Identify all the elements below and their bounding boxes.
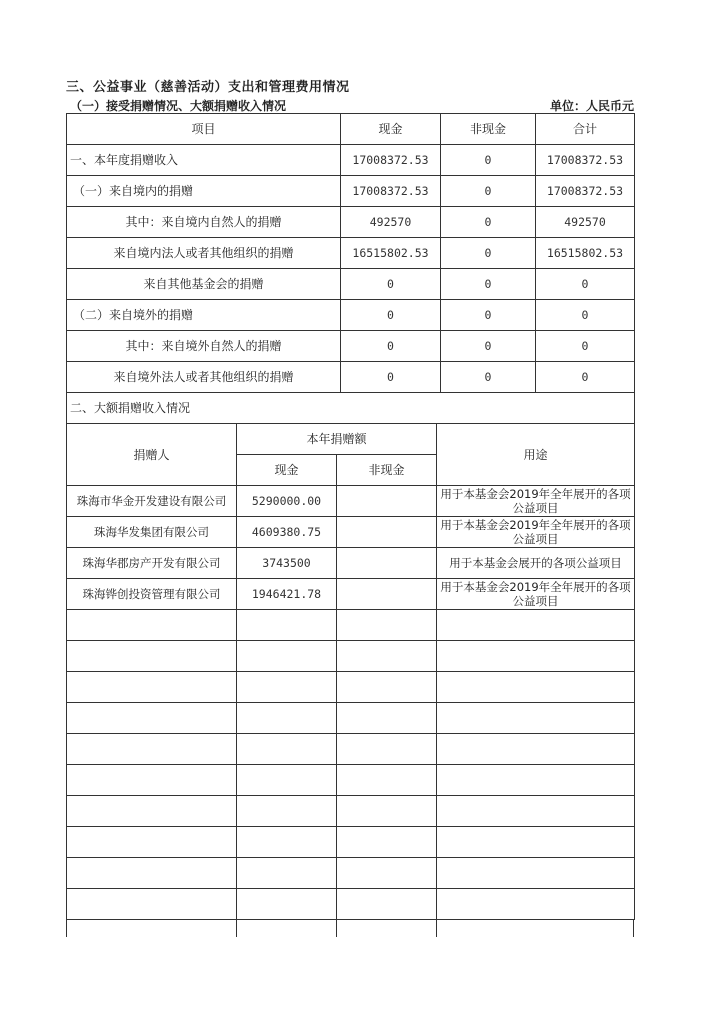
donor-name: 珠海华发集团有限公司 — [67, 517, 237, 548]
empty-table-row — [67, 610, 635, 641]
empty-table-row — [67, 734, 635, 765]
row-noncash: 0 — [441, 300, 536, 331]
empty-table-row — [67, 796, 635, 827]
empty-cell — [67, 889, 237, 920]
row-total: 492570 — [536, 207, 635, 238]
row-noncash: 0 — [441, 145, 536, 176]
large-donations-table — [66, 423, 635, 920]
donor-noncash — [337, 486, 437, 517]
row-noncash: 0 — [441, 176, 536, 207]
empty-cell — [437, 610, 635, 641]
row-total: 17008372.53 — [536, 176, 635, 207]
empty-cell — [237, 641, 337, 672]
donation-sheet — [66, 113, 634, 938]
donor-cash: 3743500 — [237, 548, 337, 579]
donor-noncash — [337, 517, 437, 548]
large-header-row-1 — [67, 424, 635, 455]
row-item: 一、本年度捐赠收入 — [67, 145, 341, 176]
table-row — [67, 579, 635, 610]
empty-table-row — [67, 765, 635, 796]
table-row — [67, 207, 635, 238]
empty-table-row — [67, 641, 635, 672]
empty-cell — [437, 641, 635, 672]
empty-cell — [337, 641, 437, 672]
row-cash: 17008372.53 — [341, 145, 441, 176]
donor-cash: 4609380.75 — [237, 517, 337, 548]
row-item: （二）来自境外的捐赠 — [67, 300, 341, 331]
empty-table-row — [67, 858, 635, 889]
empty-cell — [337, 703, 437, 734]
row-noncash: 0 — [441, 269, 536, 300]
donor-purpose: 用于本基金会2019年全年展开的各项公益项目 — [437, 486, 635, 517]
col-header-donor: 捐赠人 — [67, 424, 237, 486]
empty-cell — [437, 858, 635, 889]
empty-cell — [67, 703, 237, 734]
donation-income-table — [66, 113, 635, 424]
empty-table-row — [67, 889, 635, 920]
table-row — [67, 238, 635, 269]
donor-purpose: 用于本基金会2019年全年展开的各项公益项目 — [437, 579, 635, 610]
empty-cell — [337, 765, 437, 796]
empty-cell — [437, 765, 635, 796]
row-cash: 17008372.53 — [341, 176, 441, 207]
donor-name: 珠海铧创投资管理有限公司 — [67, 579, 237, 610]
table-row — [67, 486, 635, 517]
empty-cell — [337, 672, 437, 703]
table-row — [67, 331, 635, 362]
empty-cell — [237, 889, 337, 920]
row-noncash: 0 — [441, 362, 536, 393]
empty-cell — [237, 796, 337, 827]
table-row — [67, 269, 635, 300]
empty-cell — [437, 827, 635, 858]
empty-cell — [337, 889, 437, 920]
empty-cell — [237, 672, 337, 703]
col-header-cash: 现金 — [341, 114, 441, 145]
empty-cell — [337, 827, 437, 858]
row-cash: 0 — [341, 300, 441, 331]
empty-cell — [67, 858, 237, 889]
empty-cell — [237, 858, 337, 889]
row-total: 0 — [536, 331, 635, 362]
empty-cell — [337, 858, 437, 889]
empty-cell — [237, 765, 337, 796]
empty-cell — [337, 796, 437, 827]
donor-name: 珠海市华金开发建设有限公司 — [67, 486, 237, 517]
empty-table-row — [67, 672, 635, 703]
row-total: 16515802.53 — [536, 238, 635, 269]
row-total: 0 — [536, 269, 635, 300]
table-trailing-lines — [66, 919, 634, 937]
empty-cell — [67, 827, 237, 858]
col-header-noncash: 非现金 — [441, 114, 536, 145]
row-total: 17008372.53 — [536, 145, 635, 176]
empty-cell — [237, 703, 337, 734]
row-item: （一）来自境内的捐赠 — [67, 176, 341, 207]
table-header-row — [67, 114, 635, 145]
row-cash: 0 — [341, 362, 441, 393]
donor-noncash — [337, 548, 437, 579]
table-row — [67, 300, 635, 331]
table-row — [67, 548, 635, 579]
table-row — [67, 517, 635, 548]
row-item: 其中：来自境内自然人的捐赠 — [67, 207, 341, 238]
empty-cell — [67, 734, 237, 765]
empty-rows — [67, 610, 635, 920]
empty-cell — [337, 610, 437, 641]
empty-cell — [437, 672, 635, 703]
row-item: 来自其他基金会的捐赠 — [67, 269, 341, 300]
col-header-amount-group: 本年捐赠额 — [237, 424, 437, 455]
section-title: 三、公益事业（慈善活动）支出和管理费用情况 — [66, 80, 350, 95]
row-noncash: 0 — [441, 207, 536, 238]
large-donations-title: 二、大额捐赠收入情况 — [67, 393, 635, 424]
empty-cell — [67, 610, 237, 641]
row-total: 0 — [536, 362, 635, 393]
row-noncash: 0 — [441, 331, 536, 362]
donor-purpose: 用于本基金会展开的各项公益项目 — [437, 548, 635, 579]
col-header-noncash: 非现金 — [337, 455, 437, 486]
empty-cell — [237, 734, 337, 765]
empty-table-row — [67, 703, 635, 734]
subsection-title: （一）接受捐赠情况、大额捐赠收入情况 — [70, 99, 287, 113]
currency-unit: 单位：人民币元 — [549, 99, 634, 113]
row-cash: 492570 — [341, 207, 441, 238]
table-row — [67, 176, 635, 207]
empty-cell — [67, 672, 237, 703]
col-header-cash: 现金 — [237, 455, 337, 486]
row-cash: 16515802.53 — [341, 238, 441, 269]
table-row — [67, 362, 635, 393]
row-item: 来自境内法人或者其他组织的捐赠 — [67, 238, 341, 269]
empty-cell — [67, 641, 237, 672]
donor-cash: 5290000.00 — [237, 486, 337, 517]
empty-cell — [67, 765, 237, 796]
donor-name: 珠海华郡房产开发有限公司 — [67, 548, 237, 579]
empty-cell — [237, 610, 337, 641]
empty-cell — [437, 734, 635, 765]
row-item: 其中：来自境外自然人的捐赠 — [67, 331, 341, 362]
row-item: 来自境外法人或者其他组织的捐赠 — [67, 362, 341, 393]
empty-cell — [67, 796, 237, 827]
empty-cell — [437, 796, 635, 827]
table-row — [67, 145, 635, 176]
col-header-purpose: 用途 — [437, 424, 635, 486]
row-cash: 0 — [341, 331, 441, 362]
large-donations-section-row — [67, 393, 635, 424]
col-header-item: 项目 — [67, 114, 341, 145]
col-header-total: 合计 — [536, 114, 635, 145]
empty-table-row — [67, 827, 635, 858]
empty-cell — [237, 827, 337, 858]
donor-purpose: 用于本基金会2019年全年展开的各项公益项目 — [437, 517, 635, 548]
donor-noncash — [337, 579, 437, 610]
empty-cell — [437, 703, 635, 734]
row-noncash: 0 — [441, 238, 536, 269]
empty-cell — [337, 734, 437, 765]
row-cash: 0 — [341, 269, 441, 300]
donor-cash: 1946421.78 — [237, 579, 337, 610]
row-total: 0 — [536, 300, 635, 331]
empty-cell — [437, 889, 635, 920]
